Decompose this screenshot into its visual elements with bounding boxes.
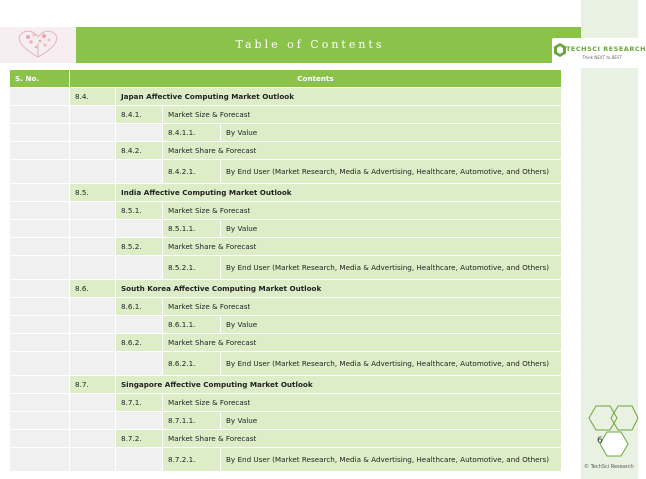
item-title: By Value xyxy=(221,124,562,142)
heart-tree-graphic xyxy=(0,27,76,63)
section-title: South Korea Affective Computing Market Outlook xyxy=(116,280,562,298)
toc-row xyxy=(10,124,562,142)
item-number: 8.5.1.1. xyxy=(163,220,221,238)
item-title: By End User (Market Research, Media & Advertising, Healthcare, Automotive, and Others) xyxy=(221,448,562,472)
brand-name: TECHSCI RESEARCH xyxy=(566,45,646,53)
hero-image xyxy=(0,27,76,63)
item-title: By Value xyxy=(221,412,562,430)
toc-row xyxy=(10,238,562,256)
section-title: Singapore Affective Computing Market Outlook xyxy=(116,376,562,394)
hexagon-graphic xyxy=(574,404,638,462)
subsection-title: Market Share & Forecast xyxy=(163,142,562,160)
section-title: India Affective Computing Market Outlook xyxy=(116,184,562,202)
section-title: Japan Affective Computing Market Outlook xyxy=(116,88,562,106)
item-number: 8.6.1.1. xyxy=(163,316,221,334)
item-title: By End User (Market Research, Media & Advertising, Healthcare, Automotive, and Others) xyxy=(221,352,562,376)
toc-table xyxy=(9,69,562,472)
page-title: Table of Contents xyxy=(235,38,385,51)
toc-row xyxy=(10,88,562,106)
item-number: 8.4.1.1. xyxy=(163,124,221,142)
toc-row xyxy=(10,280,562,298)
item-number: 8.7.1.1. xyxy=(163,412,221,430)
toc-row xyxy=(10,352,562,376)
section-number: 8.7. xyxy=(70,376,116,394)
copyright-text: © TechSci Research xyxy=(584,464,634,470)
subsection-number: 8.5.2. xyxy=(116,238,163,256)
toc-row xyxy=(10,298,562,316)
toc-row xyxy=(10,412,562,430)
item-number: 8.5.2.1. xyxy=(163,256,221,280)
subsection-number: 8.4.2. xyxy=(116,142,163,160)
subsection-title: Market Size & Forecast xyxy=(163,106,562,124)
subsection-number: 8.6.1. xyxy=(116,298,163,316)
subsection-number: 8.4.1. xyxy=(116,106,163,124)
brand-tagline: Think NEXT to BEST xyxy=(582,55,622,60)
item-title: By End User (Market Research, Media & Advertising, Healthcare, Automotive, and Others) xyxy=(221,160,562,184)
subsection-number: 8.5.1. xyxy=(116,202,163,220)
subsection-title: Market Size & Forecast xyxy=(163,394,562,412)
toc-row xyxy=(10,448,562,472)
section-number: 8.4. xyxy=(70,88,116,106)
toc-row xyxy=(10,316,562,334)
toc-header-row xyxy=(10,70,562,88)
page-number: 6 xyxy=(597,436,603,446)
toc-row xyxy=(10,160,562,184)
item-number: 8.6.2.1. xyxy=(163,352,221,376)
toc-row xyxy=(10,184,562,202)
sno-cell xyxy=(10,88,70,106)
toc-row xyxy=(10,106,562,124)
item-number: 8.4.2.1. xyxy=(163,160,221,184)
toc-row xyxy=(10,394,562,412)
item-title: By Value xyxy=(221,220,562,238)
header-bar xyxy=(0,27,581,63)
subsection-title: Market Share & Forecast xyxy=(163,238,562,256)
col-header-contents: Contents xyxy=(70,70,562,88)
item-number: 8.7.2.1. xyxy=(163,448,221,472)
section-number: 8.6. xyxy=(70,280,116,298)
subsection-title: Market Share & Forecast xyxy=(163,430,562,448)
toc-row xyxy=(10,142,562,160)
subsection-number: 8.7.2. xyxy=(116,430,163,448)
logo-mark-icon xyxy=(554,43,566,57)
subsection-number: 8.6.2. xyxy=(116,334,163,352)
toc-row xyxy=(10,376,562,394)
section-number: 8.5. xyxy=(70,184,116,202)
item-title: By End User (Market Research, Media & Advertising, Healthcare, Automotive, and Others) xyxy=(221,256,562,280)
col-header-sno: S. No. xyxy=(10,70,70,88)
subsection-title: Market Size & Forecast xyxy=(163,298,562,316)
subsection-number: 8.7.1. xyxy=(116,394,163,412)
toc-row xyxy=(10,334,562,352)
subsection-title: Market Share & Forecast xyxy=(163,334,562,352)
subsection-title: Market Size & Forecast xyxy=(163,202,562,220)
brand-logo xyxy=(552,38,646,68)
toc-row xyxy=(10,202,562,220)
toc-row xyxy=(10,256,562,280)
toc-row xyxy=(10,220,562,238)
item-title: By Value xyxy=(221,316,562,334)
toc-row xyxy=(10,430,562,448)
